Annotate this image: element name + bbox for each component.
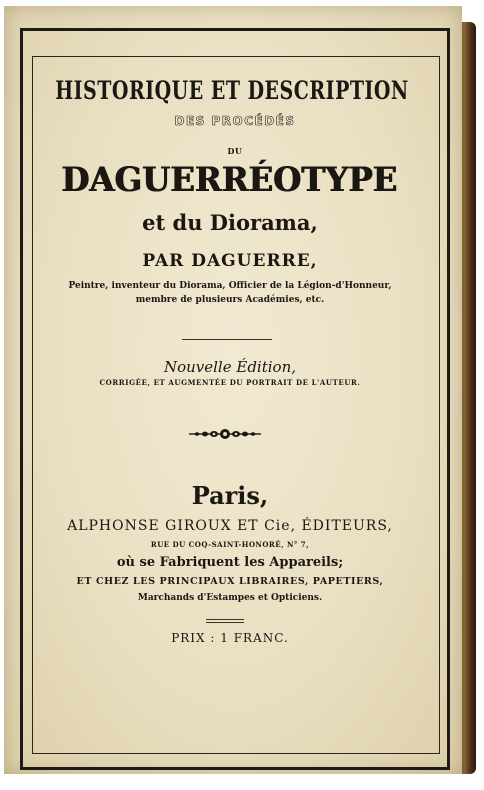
author-description-2: membre de plusieurs Académies, etc. [135, 295, 325, 305]
divider-rule [182, 339, 272, 340]
publisher-address: RUE DU COQ-SAINT-HONORÉ, N° 7, [150, 540, 310, 549]
edition: Nouvelle Édition, [163, 358, 297, 376]
subtitle: et du Diorama, [142, 210, 318, 235]
publisher: ALPHONSE GIROUX ET Cie, ÉDITEURS, [67, 518, 393, 534]
title-line-2: DES PROCÉDÉS [174, 114, 296, 128]
main-title: DAGUERRÉOTYPE [61, 160, 397, 200]
booksellers-line: ET CHEZ LES PRINCIPAUX LIBRAIRES, PAPETIERS, [76, 576, 384, 587]
city: Paris, [191, 481, 269, 510]
price-divider [206, 619, 244, 623]
title-line-1: HISTORIQUE ET DESCRIPTION [55, 76, 409, 106]
author-description-1: Peintre, inventeur du Diorama, Officier de la Légion-d'Honneur, [68, 281, 392, 291]
price: PRIX : 1 FRANC. [171, 631, 289, 645]
edition-note: CORRIGÉE, ET AUGMENTÉE DU PORTRAIT DE L'AUTEUR. [99, 378, 361, 387]
author: PAR DAGUERRE, [142, 251, 318, 271]
makers-line: où se Fabriquent les Appareils; [116, 555, 344, 570]
title-page [4, 6, 462, 774]
ornament-icon [188, 427, 262, 441]
title-page-content [32, 76, 438, 645]
title-line-3: DU [227, 146, 243, 156]
opticians-line: Marchands d'Estampes et Opticiens. [137, 593, 323, 603]
